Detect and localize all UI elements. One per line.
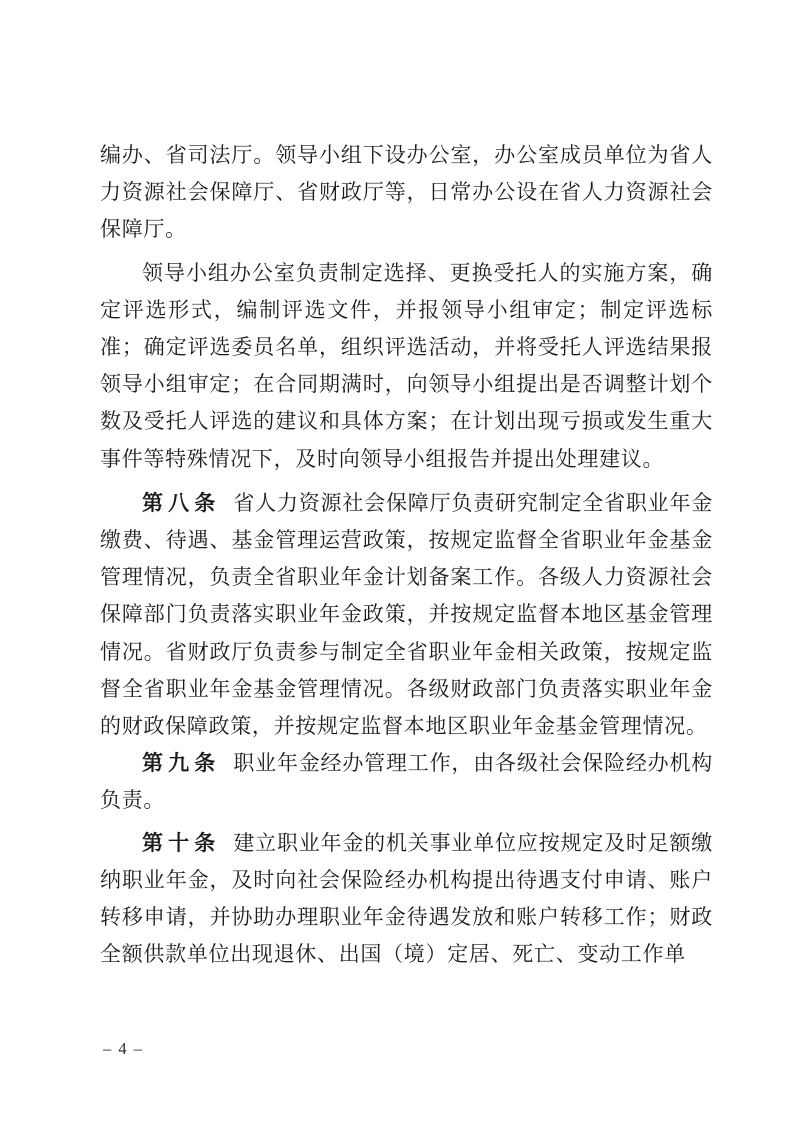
paragraph-office-duties bbox=[100, 255, 713, 478]
paragraph-article-8 bbox=[100, 485, 713, 745]
article-10-heading: 第十条 bbox=[142, 830, 221, 855]
paragraph-text: 领导小组办公室负责制定选择、更换受托人的实施方案，确定评选形式，编制评选文件，并报领导小组审定；制定评选标准；确定评选委员名单，组织评选活动，并将受托人评选结果报领导小组审定；在合同期满时，向领导小组提出是否调整计划个数及受托人评选的建议和具体方案；在计划出现亏损或发生重大事件等特殊情况下，及时向领导小组报告并提出处理建议。 bbox=[100, 260, 713, 471]
paragraph-text: 省人力资源社会保障厅负责研究制定全省职业年金缴费、待遇、基金管理运营政策，按规定监督全省职业年金基金管理情况，负责全省职业年金计划备案工作。各级人力资源社会保障部门负责落实职业年金政策，并按规定监督本地区基金管理情况。省财政厅负责参与制定全省职业年金相关政策，按规定监督全省职业年金基金管理情况。各级财政部门负责落实职业年金的财政保障政策，并按规定监督本地区职业年金基金管理情况。 bbox=[100, 490, 713, 739]
paragraph-article-9 bbox=[100, 745, 713, 819]
article-8-heading: 第八条 bbox=[142, 490, 221, 515]
paragraph-text: 编办、省司法厅。领导小组下设办公室，办公室成员单位为省人力资源社会保障厅、省财政厅等，日常办公设在省人力资源社会保障厅。 bbox=[100, 143, 713, 242]
paragraph-text: 职业年金经办管理工作，由各级社会保险经办机构负责。 bbox=[100, 751, 713, 813]
paragraph-continuation bbox=[100, 137, 713, 249]
paragraph-text: 建立职业年金的机关事业单位应按规定及时足额缴纳职业年金，及时向社会保险经办机构提出待遇支付申请、账户转移申请，并协助办理职业年金待遇发放和账户转移工作；财政全额供款单位出现退休、出国（境）定居、死亡、变动工作单 bbox=[100, 830, 713, 967]
article-9-heading: 第九条 bbox=[142, 751, 221, 776]
page-number: – 4 – bbox=[103, 1039, 144, 1058]
document-body bbox=[100, 137, 713, 973]
paragraph-article-10 bbox=[100, 825, 713, 974]
